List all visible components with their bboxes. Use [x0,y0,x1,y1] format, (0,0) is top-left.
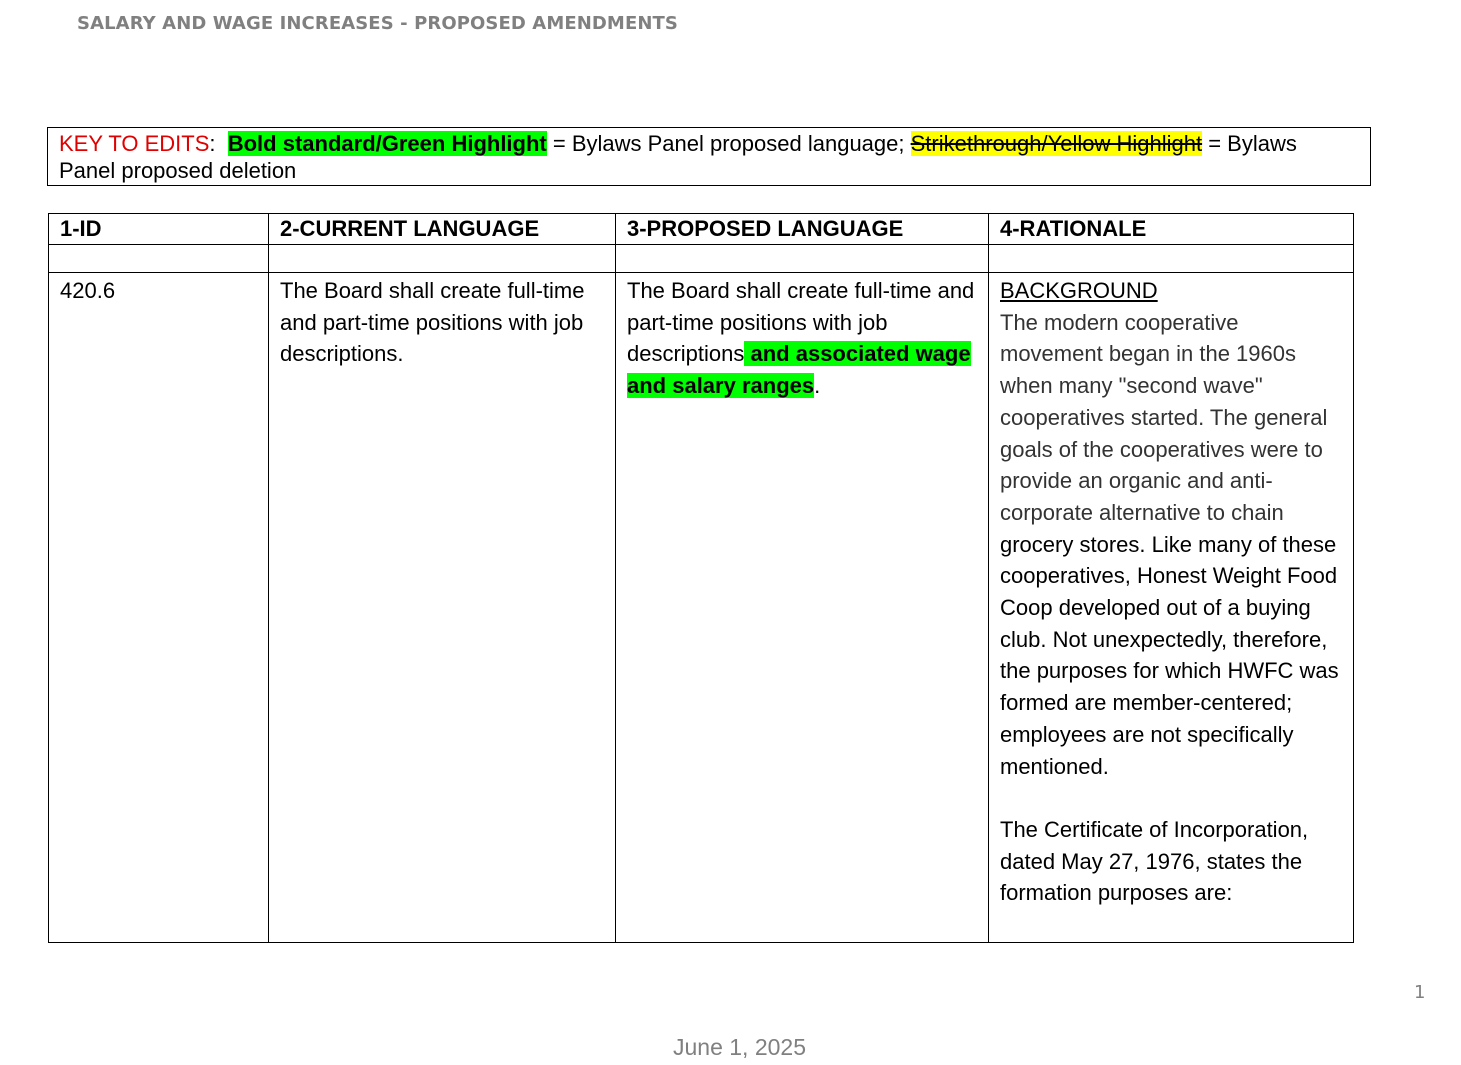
amendments-table [48,213,1354,943]
rationale-p1-black: grocery stores. Like many of these cooperatives, Honest Weight Food Coop developed out of a buying club. Not unexpectedly, therefore, the purposes for which HWFC was formed are member-centered; employees are not specifically mentioned. [1000,531,1339,779]
table-spacer-row [49,245,1354,273]
header-proposed-language: 3-PROPOSED LANGUAGE [616,214,989,245]
key-label: KEY TO EDITS [59,131,210,156]
rationale-background-title: BACKGROUND [1000,278,1158,303]
rationale-p1-gray: The modern cooperative movement began in the 1960s when many "second wave" cooperatives started. The general goals of the cooperatives were to provide an organic and anti-corporate alternative to chain [1000,309,1328,525]
empty-cell [989,245,1354,273]
yellow-meaning-text: = Bylaws Panel proposed deletion [59,131,1297,183]
empty-cell [49,245,269,273]
cell-proposed-language [616,273,989,943]
cell-rationale [989,273,1354,943]
cell-current-language: The Board shall create full-time and part-time positions with job descriptions. [269,273,616,943]
table-row [49,273,1354,943]
rationale-paragraph-1 [1000,307,1342,783]
page-number: 1 [1414,982,1426,1003]
header-current-language: 2-CURRENT LANGUAGE [269,214,616,245]
paragraph-spacer [1000,782,1342,814]
table-header-row [49,214,1354,245]
empty-cell [616,245,989,273]
green-highlight-sample: Bold standard/Green Highlight [227,131,547,156]
green-meaning-text: = Bylaws Panel proposed language; [546,131,911,156]
key-colon: : [209,131,228,156]
proposed-added-text: and associated wage and salary ranges [627,341,971,399]
header-rationale: 4-RATIONALE [989,214,1354,245]
proposed-end-text: . [814,373,821,399]
empty-cell [269,245,616,273]
header-id: 1-ID [49,214,269,245]
cell-id: 420.6 [49,273,269,943]
yellow-highlight-sample: Strikethrough/Yellow Highlight [910,131,1203,156]
footer-date: June 1, 2025 [673,1034,807,1060]
document-header-title: SALARY AND WAGE INCREASES - PROPOSED AMENDMENTS [77,13,678,34]
rationale-paragraph-2: The Certificate of Incorporation, dated May 27, 1976, states the formation purposes are: [1000,816,1309,906]
proposed-plain-text: The Board shall create full-time and part-time positions with job descriptions [627,278,975,367]
edit-key-legend [47,127,1371,186]
